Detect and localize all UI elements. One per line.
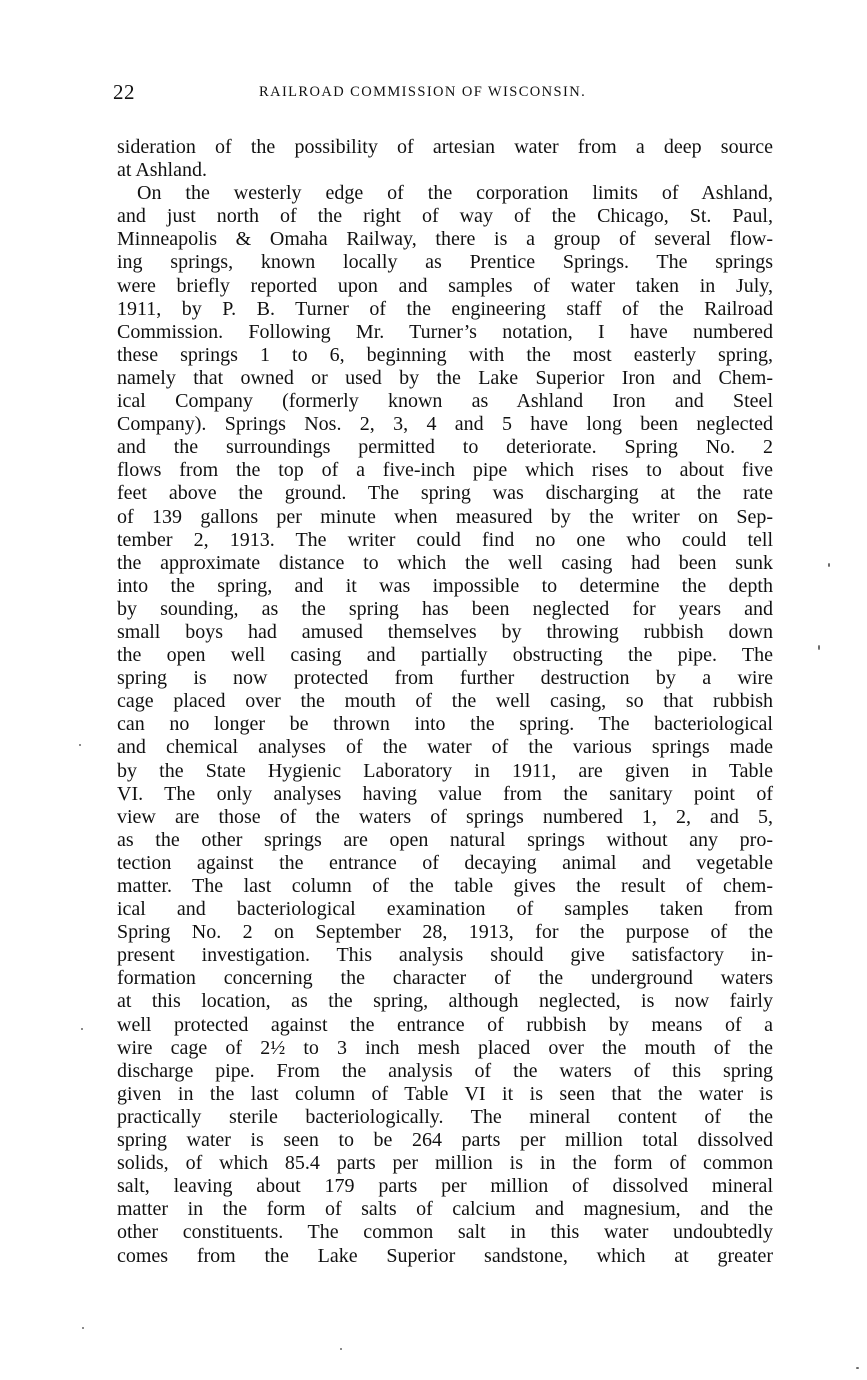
- text-line: comes from the Lake Superior sandstone, which at greater: [117, 1244, 773, 1267]
- text-line: by the State Hygienic Laboratory in 1911, are given in Table: [117, 759, 773, 782]
- text-line: matter in the form of salts of calcium and magnesium, and the: [117, 1198, 773, 1221]
- text-line: of 139 gallons per minute when measured by the writer on Sep-: [117, 505, 773, 528]
- text-line: namely that owned or used by the Lake Superior Iron and Chem-: [117, 366, 773, 389]
- scan-speck: [856, 1367, 859, 1369]
- text-line: flows from the top of a five-inch pipe which rises to about five: [117, 459, 773, 482]
- text-line: Spring No. 2 on September 28, 1913, for the purpose of the: [117, 921, 773, 944]
- running-head: [113, 80, 771, 106]
- text-line: the open well casing and partially obstructing the pipe. The: [117, 644, 773, 667]
- text-line: small boys had amused themselves by throwing rubbish down: [117, 620, 773, 643]
- text-line: feet above the ground. The spring was discharging at the rate: [117, 482, 773, 505]
- scan-speck: [79, 744, 81, 746]
- scan-speck: [828, 563, 830, 567]
- body-text: [117, 136, 773, 1268]
- text-line: practically sterile bacteriologically. The mineral content of the: [117, 1105, 773, 1128]
- text-line: VI. The only analyses having value from the sanitary point of: [117, 782, 773, 805]
- text-line: solids, of which 85.4 parts per million is in the form of common: [117, 1152, 773, 1175]
- text-line: can no longer be thrown into the spring. The bacteriological: [117, 713, 773, 736]
- text-line: and the surroundings permitted to deteriorate. Spring No. 2: [117, 436, 773, 459]
- text-line: well protected against the entrance of rubbish by means of a: [117, 1013, 773, 1036]
- text-line: the approximate distance to which the well casing had been sunk: [117, 551, 773, 574]
- text-line: and chemical analyses of the water of the various springs made: [117, 736, 773, 759]
- text-line: into the spring, and it was impossible to determine the depth: [117, 574, 773, 597]
- text-line: view are those of the waters of springs numbered 1, 2, and 5,: [117, 805, 773, 828]
- text-line: salt, leaving about 179 parts per million of dissolved mineral: [117, 1175, 773, 1198]
- text-line: ing springs, known locally as Prentice Springs. The springs: [117, 251, 773, 274]
- text-line: by sounding, as the spring has been neglected for years and: [117, 597, 773, 620]
- text-line: at Ashland.: [117, 159, 207, 182]
- text-line: discharge pipe. From the analysis of the waters of this spring: [117, 1059, 773, 1082]
- text-line: present investigation. This analysis should give satisfactory in-: [117, 944, 773, 967]
- text-line: tection against the entrance of decaying animal and vegetable: [117, 851, 773, 874]
- text-line: Minneapolis & Omaha Railway, there is a group of several flow-: [117, 228, 773, 251]
- text-line: ical and bacteriological examination of samples taken from: [117, 898, 773, 921]
- text-line: 1911, by P. B. Turner of the engineering staff of the Railroad: [117, 297, 773, 320]
- text-line: sideration of the possibility of artesian water from a deep source: [117, 136, 773, 158]
- text-line: ical Company (formerly known as Ashland Iron and Steel: [117, 390, 773, 413]
- text-line: cage placed over the mouth of the well casing, so that rubbish: [117, 690, 773, 713]
- text-line: On the westerly edge of the corporation limits of Ashland,: [137, 182, 773, 205]
- text-line: tember 2, 1913. The writer could find no one who could tell: [117, 528, 773, 551]
- text-line: these springs 1 to 6, beginning with the most easterly spring,: [117, 343, 773, 366]
- text-line: matter. The last column of the table gives the result of chem-: [117, 875, 773, 897]
- scan-speck: [818, 645, 820, 650]
- running-title: RAILROAD COMMISSION OF WISCONSIN.: [259, 84, 587, 100]
- text-line: as the other springs are open natural springs without any pro-: [117, 828, 773, 851]
- text-line: other constituents. The common salt in this water undoubtedly: [117, 1221, 773, 1244]
- text-line: were briefly reported upon and samples of water taken in July,: [117, 274, 773, 297]
- text-line: Company). Springs Nos. 2, 3, 4 and 5 have long been neglected: [117, 413, 773, 436]
- scan-speck: [82, 1327, 84, 1329]
- text-line: given in the last column of Table VI it is seen that the water is: [117, 1082, 773, 1105]
- text-line: spring water is seen to be 264 parts per million total dissolved: [117, 1129, 773, 1152]
- text-line: and just north of the right of way of the Chicago, St. Paul,: [117, 205, 773, 228]
- page-number: 22: [113, 80, 135, 104]
- scan-speck: [81, 1028, 83, 1030]
- scan-speck: [340, 1348, 342, 1350]
- text-line: at this location, as the spring, although neglected, is now fairly: [117, 990, 773, 1013]
- text-line: spring is now protected from further destruction by a wire: [117, 667, 773, 690]
- text-line: formation concerning the character of the underground waters: [117, 967, 773, 990]
- text-line: wire cage of 2½ to 3 inch mesh placed over the mouth of the: [117, 1036, 773, 1059]
- text-line: Commission. Following Mr. Turner’s notation, I have numbered: [117, 320, 773, 343]
